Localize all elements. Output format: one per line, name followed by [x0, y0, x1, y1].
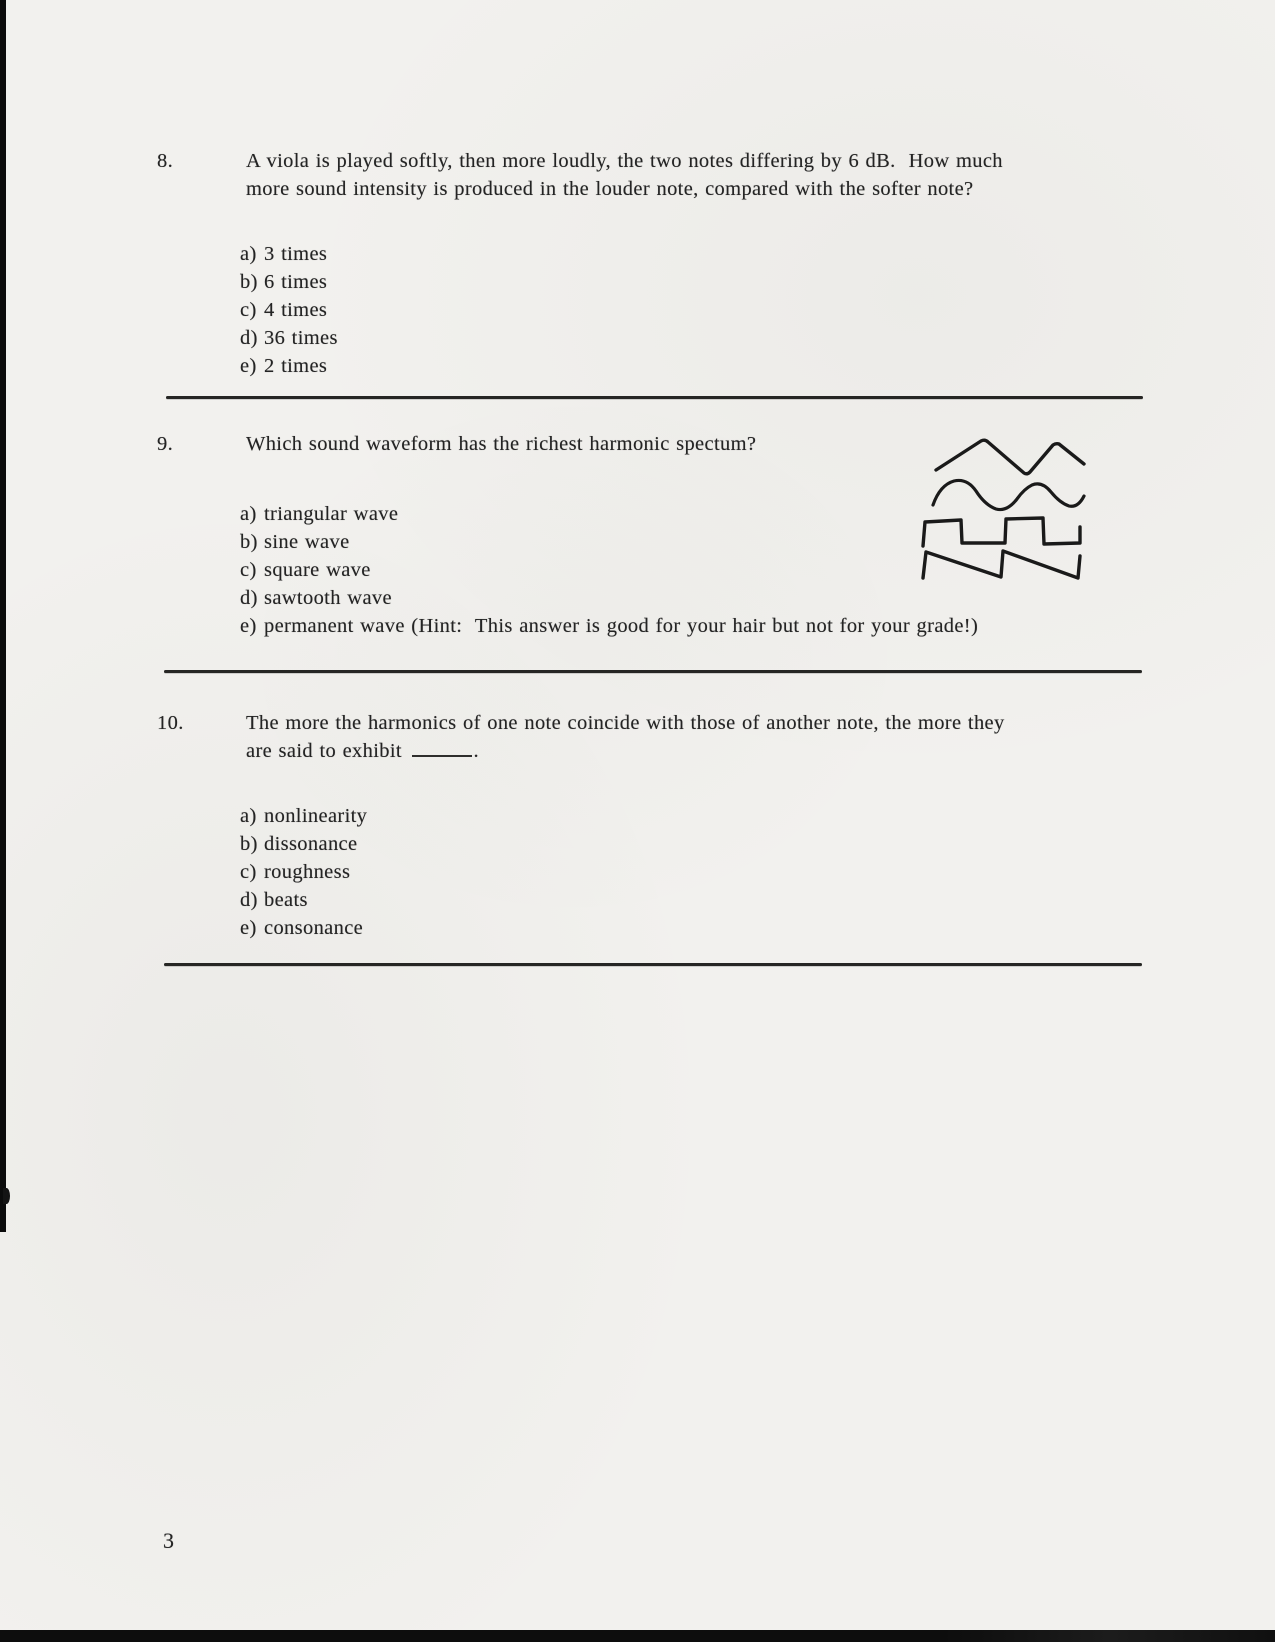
option-text: beats: [264, 889, 308, 911]
option-text: dissonance: [264, 833, 358, 855]
square-wave-icon: [923, 518, 1080, 546]
option-text: 3 times: [264, 243, 328, 265]
option-text: roughness: [264, 861, 351, 883]
question-9-option-d: [240, 585, 392, 611]
triangle-wave-icon: [936, 440, 1084, 474]
question-9-text-line-1: Which sound waveform has the richest harmonic spectum?: [246, 433, 757, 455]
question-9-option-b: [240, 529, 350, 555]
sine-wave-icon: [933, 480, 1084, 509]
option-text: 2 times: [264, 355, 328, 377]
question-10-option-e: [240, 915, 363, 941]
question-10-text-line-2-label: are said to exhibit: [246, 740, 409, 762]
option-letter: e): [240, 355, 257, 377]
option-text: 6 times: [264, 271, 328, 293]
question-10-option-d: [240, 887, 308, 913]
option-letter: a): [240, 805, 257, 827]
question-9-option-c: [240, 557, 371, 583]
question-8-option-b: [240, 269, 327, 295]
option-letter: b): [240, 531, 258, 553]
option-letter: b): [240, 271, 258, 293]
question-8-number: 8.: [157, 150, 174, 172]
option-letter: d): [240, 327, 258, 349]
option-text: sawtooth wave: [264, 587, 392, 609]
question-8-option-e: [240, 353, 327, 379]
section-divider: [166, 396, 1143, 399]
question-8-text-line-2: more sound intensity is produced in the louder note, compared with the softer note?: [246, 178, 974, 200]
scan-edge-bottom: [0, 1630, 1275, 1642]
option-letter: a): [240, 243, 257, 265]
option-text: square wave: [264, 559, 371, 581]
question-8-option-d: [240, 325, 338, 351]
section-divider: [164, 670, 1142, 673]
section-divider: [164, 963, 1142, 966]
question-8-option-a: [240, 241, 327, 267]
page-number: 3: [163, 1528, 175, 1553]
option-text: 36 times: [264, 327, 338, 349]
option-letter: d): [240, 587, 258, 609]
option-text: permanent wave (Hint: This answer is good for your hair but not for your grade!): [264, 615, 979, 637]
option-letter: e): [240, 615, 257, 637]
question-9-option-e: [240, 613, 978, 639]
option-text: 4 times: [264, 299, 328, 321]
option-letter: c): [240, 559, 257, 581]
sawtooth-wave-icon: [923, 551, 1080, 578]
blank-period: .: [473, 740, 479, 762]
waveform-sketches: [903, 430, 1093, 580]
option-letter: e): [240, 917, 257, 939]
question-10-number: 10.: [157, 712, 184, 734]
scan-artifact: [3, 1188, 10, 1204]
option-letter: a): [240, 503, 257, 525]
question-8-option-c: [240, 297, 327, 323]
scan-edge-left: [0, 0, 6, 1232]
question-8-text-line-1: A viola is played softly, then more loudly, the two notes differing by 6 dB. How much: [246, 150, 1003, 172]
question-10-text-line-2: [246, 738, 479, 764]
option-text: triangular wave: [264, 503, 399, 525]
option-letter: b): [240, 833, 258, 855]
option-letter: c): [240, 299, 257, 321]
option-text: consonance: [264, 917, 364, 939]
question-10-text-line-1: The more the harmonics of one note coincide with those of another note, the more they: [246, 712, 1005, 734]
question-10-option-c: [240, 859, 350, 885]
question-10-option-a: [240, 803, 367, 829]
option-text: nonlinearity: [264, 805, 368, 827]
fill-in-blank: [412, 753, 472, 757]
option-text: sine wave: [264, 531, 350, 553]
option-letter: c): [240, 861, 257, 883]
question-9-option-a: [240, 501, 398, 527]
question-10-option-b: [240, 831, 357, 857]
question-9-number: 9.: [157, 433, 174, 455]
option-letter: d): [240, 889, 258, 911]
